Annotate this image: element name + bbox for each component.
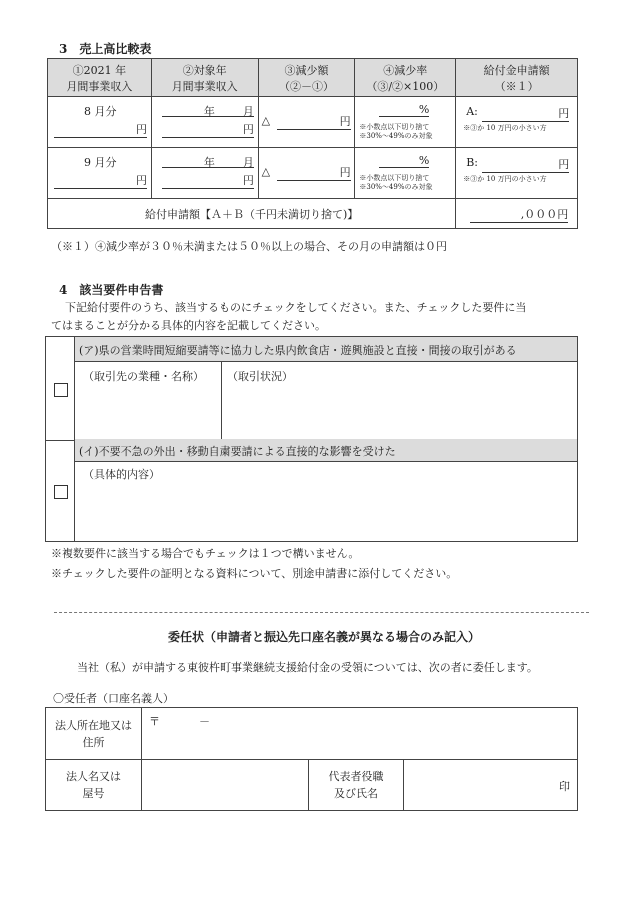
header-decrease-rate: ④減少率 （③/②×100） [355, 59, 456, 97]
cell-income-target[interactable]: 年 月 円 [151, 148, 258, 199]
proxy-title: 委任状（申請者と振込先口座名義が異なる場合のみ記入） [168, 630, 481, 644]
delegate-table [45, 707, 578, 811]
total-amount: ,０００円 [470, 206, 568, 223]
header-grant-amount: 給付金申請額 （※１） [456, 59, 578, 97]
section4-intro-line1: 下記給付要件のうち、該当するものにチェックをしてください。また、チェックした要件に当 [65, 301, 527, 314]
requirement-a-checkbox[interactable] [54, 383, 68, 397]
business-name-field[interactable] [75, 382, 221, 440]
representative-field[interactable] [404, 760, 577, 810]
trade-status-field[interactable] [222, 362, 577, 440]
representative-label: 代表者役職 及び氏名 [328, 770, 384, 800]
details-field[interactable] [75, 479, 577, 541]
trade-status-label: （取引状況） [227, 370, 293, 383]
delegate-heading: 〇受任者（口座名義人） [53, 692, 174, 705]
details-label: （具体的内容） [83, 468, 160, 481]
cell-grant-a[interactable]: A: 円 ※③か 10 万円の小さい方 [456, 97, 578, 148]
sales-comparison-table [47, 58, 578, 229]
section4-note-1: ※複数要件に該当する場合でもチェックは１つで構いません。 [51, 547, 360, 560]
company-name-label: 法人名又は 屋号 [66, 770, 121, 800]
postal-dash: － [199, 715, 210, 728]
cell-decrease-rate[interactable]: % ※小数点以下切り捨て ※30%～49%のみ対象 [355, 97, 456, 148]
total-label: 給付申請額【Ａ＋Ｂ（千円未満切り捨て)】 [48, 199, 456, 229]
business-name-label: （取引先の業種・名称） [83, 370, 204, 383]
section3-title: 3 売上高比較表 [59, 42, 152, 56]
address-field[interactable] [142, 708, 577, 759]
requirement-b-checkbox[interactable] [54, 485, 68, 499]
requirement-b-label: (イ)不要不急の外出・移動自粛要請による直接的な影響を受けた [79, 445, 396, 458]
table-row [48, 97, 578, 148]
cell-income-2021[interactable]: 9 月分 円 [48, 148, 152, 199]
requirement-a-label: (ア)県の営業時間短縮要請等に協力した県内飲食店・遊興施設と直接・間接の取引がある [79, 344, 517, 357]
postal-mark: 〒 [149, 715, 160, 728]
cell-grant-b[interactable]: B: 円 ※③か 10 万円の小さい方 [456, 148, 578, 199]
cell-income-2021[interactable]: 8 月分 円 [48, 97, 152, 148]
cell-decrease-amount[interactable]: △ 円 [258, 97, 355, 148]
header-decrease-amount: ③減少額 （②－①） [258, 59, 355, 97]
header-income-2021: ①2021 年 月間事業収入 [48, 59, 152, 97]
cell-decrease-amount[interactable]: △ 円 [258, 148, 355, 199]
cell-decrease-rate[interactable]: % ※小数点以下切り捨て ※30%～49%のみ対象 [355, 148, 456, 199]
table-row [48, 148, 578, 199]
total-amount-cell[interactable] [456, 199, 578, 229]
header-income-target: ②対象年 月間事業収入 [151, 59, 258, 97]
month-label: 9 月分 [84, 156, 117, 169]
requirement-b-box [45, 439, 578, 542]
month-label: 8 月分 [84, 105, 117, 118]
section4-note-2: ※チェックした要件の証明となる資料について、別途申請書に添付してください。 [51, 567, 458, 580]
footnote-1: （※１）④減少率が３０％未満または５０％以上の場合、その月の申請額は０円 [51, 240, 447, 253]
dashed-divider [54, 612, 589, 613]
company-name-field[interactable] [142, 760, 308, 810]
section4-title: 4 該当要件申告書 [59, 283, 164, 297]
seal-mark: 印 [559, 780, 570, 793]
section4-intro-line2: てはまることが分かる具体的内容を記載してください。 [51, 319, 326, 332]
address-label: 法人所在地又は 住所 [55, 719, 132, 749]
proxy-body: 当社（私）が申請する東彼杵町事業継続支援給付金の受領については、次の者に委任します。 [77, 661, 538, 674]
requirement-a-box [45, 336, 578, 441]
cell-income-target[interactable]: 年 月 円 [151, 97, 258, 148]
